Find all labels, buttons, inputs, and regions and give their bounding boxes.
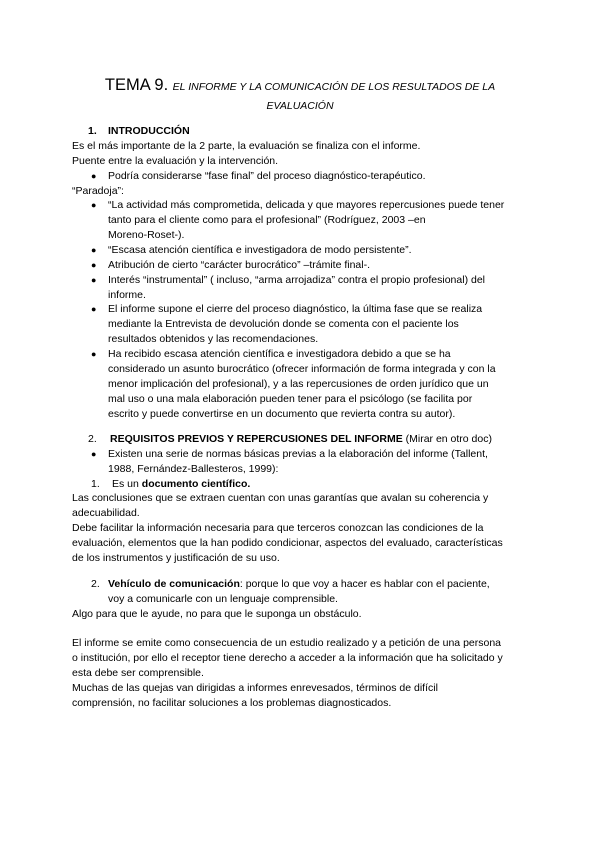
bullet-icon: ●	[91, 304, 97, 314]
item2-rest: : porque lo que voy a hacer es hablar con el paciente,	[239, 578, 490, 590]
closing-line5: comprensión, no facilitar soluciones a los problemas diagnosticados.	[72, 697, 392, 709]
bullet-icon: ●	[91, 449, 97, 459]
item1-text-line1: Las conclusiones que se extraen cuentan con unas garantías que avalan su coherencia y	[72, 492, 489, 504]
section2-heading-row	[110, 432, 492, 447]
bullet-icon: ●	[91, 349, 97, 359]
item1-prefix: Es un	[112, 478, 142, 490]
subtitle-line1: EL INFORME Y LA COMUNICACIÓN DE LOS RESULTADOS DE LA	[172, 81, 496, 93]
paradoja-bullet-6-line5: escrito y puede convertirse en un documento que revierta contra su autor).	[108, 408, 456, 420]
item2-bold: Vehículo de comunicación	[108, 578, 240, 590]
item1-text-line2: adecuabilidad.	[72, 507, 140, 519]
tema-label: TEMA 9.	[104, 76, 169, 94]
bullet-fase-final: Podría considerarse “fase final” del proceso diagnóstico-terapéutico.	[108, 170, 426, 182]
bullet-icon: ●	[91, 200, 97, 210]
paradoja-bullet-4-line2: informe.	[108, 289, 146, 301]
section2-heading: REQUISITOS PREVIOS Y REPERCUSIONES DEL INFORME	[110, 433, 403, 445]
paradoja-bullet-6-line1: Ha recibido escasa atención científica e investigadora debido a que se ha	[108, 348, 451, 360]
section1-heading: INTRODUCCIÓN	[108, 125, 190, 137]
closing-line4: Muchas de las quejas van dirigidas a informes enrevesados, términos de difícil	[72, 682, 438, 694]
paradoja-bullet-4-line1: Interés “instrumental” ( incluso, “arma arrojadiza” contra el propio profesional) del	[108, 274, 485, 286]
paradoja-bullet-5-line3: resultados obtenidos y las recomendaciones.	[108, 333, 319, 345]
closing-line3: esta debe ser comprensible.	[72, 667, 204, 679]
item1-number: 1.	[91, 478, 100, 490]
paradoja-bullet-1-line1: “La actividad más comprometida, delicada y que mayores repercusiones puede tener	[108, 199, 505, 211]
paradoja-label: “Paradoja”:	[72, 185, 124, 197]
paradoja-bullet-6-line2: considerado un asunto burocrático (ofrecer información de forma integrada y con la	[108, 363, 496, 375]
item1-heading-row	[112, 477, 250, 492]
item2-heading-row	[108, 577, 490, 592]
subtitle-line2: EVALUACIÓN	[266, 100, 334, 112]
intro-paragraph-2: Puente entre la evaluación y la intervención.	[72, 155, 279, 167]
item1-bold: documento científico.	[141, 478, 251, 490]
paradoja-bullet-5-line2: mediante la Entrevista de devolución donde se comenta con el paciente los	[108, 318, 459, 330]
item2-after: Algo para que le ayude, no para que le suponga un obstáculo.	[72, 608, 362, 620]
paradoja-bullet-1-line2: tanto para el cliente como para el profesional” (Rodríguez, 2003 –en	[108, 214, 426, 226]
bullet-icon: ●	[91, 171, 97, 181]
bullet-icon: ●	[91, 245, 97, 255]
intro-paragraph-1: Es el más importante de la 2 parte, la evaluación se finaliza con el informe.	[72, 140, 421, 152]
bullet-icon: ●	[91, 275, 97, 285]
section2-bullet-line2: 1988, Fernández-Ballesteros, 1999):	[108, 463, 279, 475]
item1-text-line3: Debe facilitar la información necesaria para que terceros conozcan las condiciones de la	[72, 522, 484, 534]
item1-text-line5: de los instrumentos y justificación de su uso.	[72, 552, 280, 564]
paradoja-bullet-6-line4: mal uso o una mala elaboración pueden tener para el psicólogo (se facilita por	[108, 393, 473, 405]
paradoja-bullet-2: “Escasa atención científica e investigadora de modo persistente”.	[108, 244, 412, 256]
paradoja-bullet-1-line3: Moreno-Roset-).	[108, 229, 185, 241]
paradoja-bullet-3: Atribución de cierto “carácter burocrático” –trámite final-.	[108, 259, 371, 271]
item2-number: 2.	[91, 578, 100, 590]
item2-line2: voy a comunicarle con un lenguaje comprensible.	[108, 593, 338, 605]
section2-bullet-line1: Existen una serie de normas básicas previas a la elaboración del informe (Tallent,	[108, 448, 488, 460]
paradoja-bullet-5-line1: El informe supone el cierre del proceso diagnóstico, la última fase que se realiza	[108, 303, 483, 315]
closing-line1: El informe se emite como consecuencia de un estudio realizado y a petición de una persona	[72, 637, 502, 649]
item1-text-line4: evaluación, elementos que la han podido condicionar, aspectos del evaluado, características	[72, 537, 503, 549]
page-title	[70, 77, 530, 115]
section2-note: (Mirar en otro doc)	[402, 433, 492, 445]
section1-number: 1.	[88, 125, 97, 137]
paradoja-bullet-6-line3: menor implicación del profesional), y a las repercusiones de orden jurídico que un	[108, 378, 489, 390]
closing-line2: o institución, por ello el receptor tiene derecho a acceder a la información que ha solicitado y	[72, 652, 503, 664]
bullet-icon: ●	[91, 260, 97, 270]
section2-number: 2.	[88, 433, 97, 445]
